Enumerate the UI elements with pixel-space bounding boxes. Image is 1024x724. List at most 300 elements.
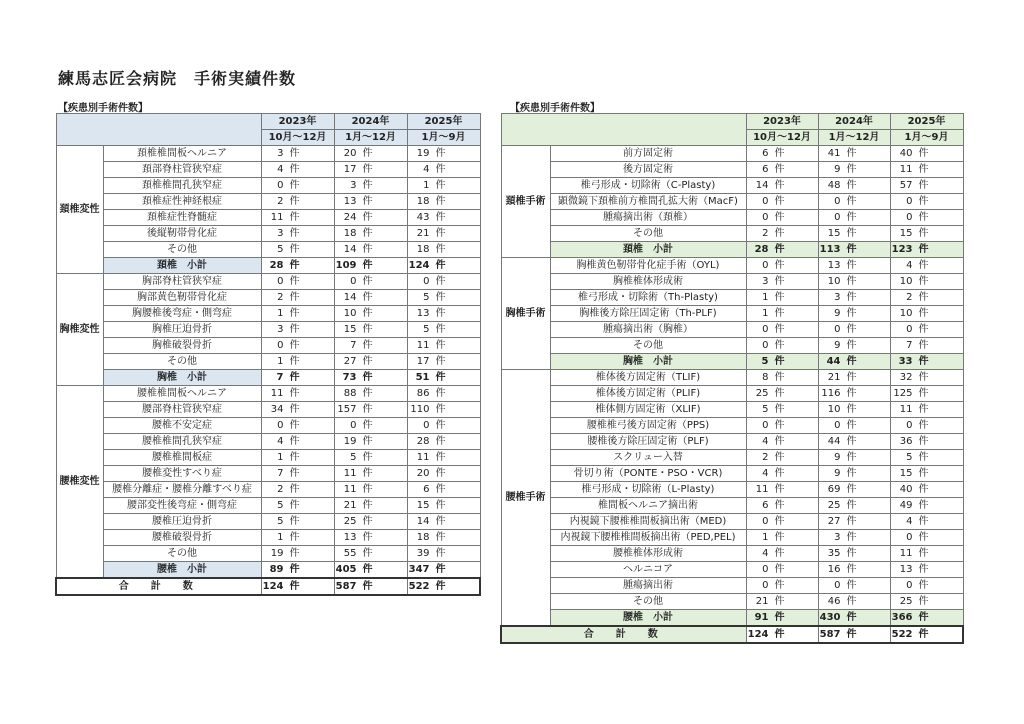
count-unit: 件 xyxy=(289,581,300,592)
count-cell xyxy=(818,578,890,594)
count-cell xyxy=(746,370,818,386)
count-cell xyxy=(261,242,334,258)
header-period: 1月～9月 xyxy=(407,130,480,146)
count-value: 3 xyxy=(277,324,284,335)
count-cell xyxy=(334,562,407,579)
count-value: 15 xyxy=(899,228,913,239)
count-value: 5 xyxy=(761,356,769,367)
count-unit: 件 xyxy=(435,196,446,207)
count-value: 4 xyxy=(423,164,430,175)
count-cell xyxy=(261,498,334,514)
count-cell xyxy=(261,226,334,242)
count-value: 10 xyxy=(899,308,913,319)
count-cell xyxy=(334,242,407,258)
count-cell xyxy=(407,242,480,258)
row-label: 腰椎椎弓後方固定術（PPS) xyxy=(550,418,746,434)
count-unit: 件 xyxy=(846,596,857,607)
row-label: 椎体後方固定術（TLIF) xyxy=(550,370,746,386)
table-row xyxy=(501,466,963,482)
row-label: その他 xyxy=(103,242,261,258)
count-value: 430 xyxy=(819,612,841,623)
count-value: 14 xyxy=(755,180,769,191)
table-row xyxy=(56,546,480,562)
count-value: 11 xyxy=(899,404,913,415)
count-unit: 件 xyxy=(846,564,857,575)
count-unit: 件 xyxy=(289,308,300,319)
count-value: 0 xyxy=(277,420,284,431)
count-value: 20 xyxy=(416,468,430,479)
header-year: 2024年 xyxy=(818,114,890,130)
count-cell xyxy=(407,258,480,274)
count-unit: 件 xyxy=(289,532,300,543)
count-unit: 件 xyxy=(918,356,929,367)
count-value: 49 xyxy=(899,500,913,511)
count-value: 2 xyxy=(762,228,769,239)
table-row xyxy=(501,226,963,242)
count-unit: 件 xyxy=(774,468,785,479)
count-unit: 件 xyxy=(846,388,857,399)
count-value: 14 xyxy=(343,244,357,255)
count-unit: 件 xyxy=(435,436,446,447)
count-cell xyxy=(334,418,407,434)
count-value: 18 xyxy=(343,228,357,239)
count-unit: 件 xyxy=(435,420,446,431)
group-label: 腰椎手術 xyxy=(501,370,550,627)
count-value: 46 xyxy=(827,596,841,607)
count-value: 18 xyxy=(416,196,430,207)
count-value: 7 xyxy=(350,340,357,351)
count-cell xyxy=(407,290,480,306)
count-cell xyxy=(818,162,890,178)
count-unit: 件 xyxy=(918,244,929,255)
count-unit: 件 xyxy=(435,452,446,463)
row-label: その他 xyxy=(550,226,746,242)
count-value: 86 xyxy=(416,388,430,399)
count-value: 27 xyxy=(343,356,357,367)
count-value: 10 xyxy=(827,276,841,287)
count-value: 6 xyxy=(762,164,769,175)
count-unit: 件 xyxy=(362,228,373,239)
count-unit: 件 xyxy=(435,356,446,367)
count-cell xyxy=(818,370,890,386)
count-cell xyxy=(818,306,890,322)
table-row xyxy=(56,226,480,242)
count-unit: 件 xyxy=(435,244,446,255)
count-unit: 件 xyxy=(435,516,446,527)
count-cell xyxy=(818,354,890,370)
count-cell xyxy=(261,434,334,450)
count-cell xyxy=(818,290,890,306)
table-row xyxy=(501,514,963,530)
count-value: 25 xyxy=(827,500,841,511)
count-value: 125 xyxy=(893,388,913,399)
count-unit: 件 xyxy=(846,196,857,207)
count-unit: 件 xyxy=(435,212,446,223)
count-value: 2 xyxy=(277,292,284,303)
count-value: 21 xyxy=(416,228,430,239)
count-unit: 件 xyxy=(846,228,857,239)
count-value: 9 xyxy=(834,452,841,463)
count-unit: 件 xyxy=(918,548,929,559)
subtotal-row xyxy=(501,242,963,258)
count-unit: 件 xyxy=(918,452,929,463)
count-unit: 件 xyxy=(918,196,929,207)
count-unit: 件 xyxy=(774,484,785,495)
count-value: 9 xyxy=(834,308,841,319)
count-unit: 件 xyxy=(435,581,446,592)
row-label: 腰椎椎体形成術 xyxy=(550,546,746,562)
count-unit: 件 xyxy=(289,484,300,495)
count-cell xyxy=(407,466,480,482)
count-value: 0 xyxy=(834,324,841,335)
count-value: 5 xyxy=(906,452,913,463)
row-label: 椎弓形成・切除術（Th-Plasty) xyxy=(550,290,746,306)
row-label: 胸椎後方除圧固定術（Th-PLF) xyxy=(550,306,746,322)
count-cell xyxy=(261,514,334,530)
count-value: 18 xyxy=(416,532,430,543)
count-cell xyxy=(746,226,818,242)
subtotal-label: 腰椎 小計 xyxy=(103,562,261,579)
count-value: 17 xyxy=(416,356,430,367)
count-value: 25 xyxy=(755,388,769,399)
count-cell xyxy=(261,290,334,306)
count-cell xyxy=(890,418,963,434)
table-row xyxy=(501,402,963,418)
table-row xyxy=(501,274,963,290)
header-year: 2025年 xyxy=(407,114,480,130)
row-label: 椎弓形成・切除術（L-Plasty) xyxy=(550,482,746,498)
count-value: 347 xyxy=(408,564,430,575)
count-cell xyxy=(890,370,963,386)
count-value: 32 xyxy=(899,372,913,383)
count-cell xyxy=(334,338,407,354)
count-value: 3 xyxy=(834,292,841,303)
count-unit: 件 xyxy=(362,196,373,207)
count-value: 1 xyxy=(423,180,430,191)
subtotal-label: 頚椎 小計 xyxy=(550,242,746,258)
count-value: 13 xyxy=(827,260,841,271)
table-row xyxy=(56,146,480,162)
count-cell xyxy=(261,386,334,402)
count-value: 4 xyxy=(762,548,769,559)
count-unit: 件 xyxy=(289,180,300,191)
count-cell xyxy=(334,578,407,595)
count-value: 0 xyxy=(906,196,913,207)
count-unit: 件 xyxy=(846,164,857,175)
count-cell xyxy=(407,530,480,546)
count-value: 1 xyxy=(277,308,284,319)
count-unit: 件 xyxy=(918,388,929,399)
header-period: 1月～12月 xyxy=(334,130,407,146)
table-row xyxy=(501,162,963,178)
count-cell xyxy=(746,194,818,210)
count-unit: 件 xyxy=(289,420,300,431)
count-cell xyxy=(890,578,963,594)
count-value: 7 xyxy=(276,372,284,383)
count-value: 4 xyxy=(906,260,913,271)
count-unit: 件 xyxy=(846,276,857,287)
count-cell xyxy=(890,338,963,354)
page-title: 練馬志匠会病院 手術実績件数 xyxy=(58,69,297,88)
table-row xyxy=(56,242,480,258)
table-row xyxy=(501,258,963,274)
left-table-caption: 【疾患別手術件数】 xyxy=(58,103,148,114)
count-unit: 件 xyxy=(362,276,373,287)
count-cell xyxy=(407,274,480,290)
group-label: 頚椎手術 xyxy=(501,146,550,258)
count-value: 13 xyxy=(899,564,913,575)
count-cell xyxy=(334,306,407,322)
table-row xyxy=(501,194,963,210)
count-value: 1 xyxy=(277,452,284,463)
count-cell xyxy=(818,482,890,498)
count-unit: 件 xyxy=(362,260,373,271)
count-cell xyxy=(818,594,890,610)
header-period: 10月～12月 xyxy=(746,130,818,146)
count-cell xyxy=(261,322,334,338)
count-value: 11 xyxy=(899,548,913,559)
count-value: 4 xyxy=(762,436,769,447)
count-value: 11 xyxy=(899,164,913,175)
count-value: 69 xyxy=(827,484,841,495)
count-cell xyxy=(818,242,890,258)
count-value: 2 xyxy=(277,484,284,495)
count-cell xyxy=(746,386,818,402)
count-value: 0 xyxy=(834,212,841,223)
count-cell xyxy=(890,450,963,466)
count-unit: 件 xyxy=(846,548,857,559)
count-cell xyxy=(746,178,818,194)
count-value: 110 xyxy=(410,404,430,415)
count-unit: 件 xyxy=(435,260,446,271)
count-value: 39 xyxy=(416,548,430,559)
count-value: 9 xyxy=(834,164,841,175)
count-value: 9 xyxy=(834,340,841,351)
count-cell xyxy=(334,514,407,530)
table-row xyxy=(56,498,480,514)
count-value: 5 xyxy=(350,452,357,463)
count-unit: 件 xyxy=(774,516,785,527)
count-unit: 件 xyxy=(435,324,446,335)
count-unit: 件 xyxy=(435,388,446,399)
count-unit: 件 xyxy=(918,164,929,175)
row-label: 頚椎症性脊髄症 xyxy=(103,210,261,226)
count-unit: 件 xyxy=(435,500,446,511)
count-value: 0 xyxy=(762,564,769,575)
count-cell xyxy=(746,322,818,338)
count-value: 14 xyxy=(343,292,357,303)
count-value: 5 xyxy=(277,500,284,511)
count-cell xyxy=(890,530,963,546)
count-value: 13 xyxy=(343,196,357,207)
count-unit: 件 xyxy=(846,372,857,383)
count-value: 8 xyxy=(762,372,769,383)
count-cell xyxy=(818,562,890,578)
count-cell xyxy=(407,498,480,514)
count-unit: 件 xyxy=(846,292,857,303)
count-unit: 件 xyxy=(918,500,929,511)
table-row xyxy=(501,290,963,306)
row-label: 内視鏡下腰椎椎間板摘出術（MED) xyxy=(550,514,746,530)
count-cell xyxy=(334,482,407,498)
count-cell xyxy=(334,386,407,402)
count-cell xyxy=(746,306,818,322)
count-unit: 件 xyxy=(918,436,929,447)
count-value: 44 xyxy=(826,356,841,367)
count-cell xyxy=(261,194,334,210)
count-cell xyxy=(818,274,890,290)
count-value: 21 xyxy=(343,500,357,511)
count-unit: 件 xyxy=(918,404,929,415)
count-cell xyxy=(890,258,963,274)
count-value: 7 xyxy=(277,468,284,479)
count-unit: 件 xyxy=(362,420,373,431)
count-value: 116 xyxy=(821,388,841,399)
count-value: 34 xyxy=(270,404,284,415)
count-value: 0 xyxy=(906,324,913,335)
header-year: 2023年 xyxy=(746,114,818,130)
table-row xyxy=(501,482,963,498)
count-unit: 件 xyxy=(362,308,373,319)
count-cell xyxy=(407,578,480,595)
count-value: 6 xyxy=(423,484,430,495)
count-unit: 件 xyxy=(846,580,857,591)
table-row xyxy=(501,386,963,402)
count-cell xyxy=(261,338,334,354)
subtotal-row xyxy=(56,562,480,579)
table-row xyxy=(501,450,963,466)
count-unit: 件 xyxy=(289,564,300,575)
count-value: 2 xyxy=(762,452,769,463)
count-unit: 件 xyxy=(774,292,785,303)
row-label: スクリュー入替 xyxy=(550,450,746,466)
count-value: 48 xyxy=(827,180,841,191)
count-unit: 件 xyxy=(918,468,929,479)
count-cell xyxy=(407,178,480,194)
header-blank xyxy=(56,114,261,146)
count-value: 0 xyxy=(906,532,913,543)
count-value: 28 xyxy=(754,244,769,255)
count-cell xyxy=(818,322,890,338)
count-value: 10 xyxy=(343,308,357,319)
count-unit: 件 xyxy=(774,420,785,431)
count-value: 124 xyxy=(408,260,430,271)
count-unit: 件 xyxy=(774,436,785,447)
count-cell xyxy=(407,370,480,386)
count-cell xyxy=(261,578,334,595)
count-value: 11 xyxy=(270,388,284,399)
count-unit: 件 xyxy=(774,196,785,207)
count-value: 0 xyxy=(834,580,841,591)
table-row xyxy=(501,178,963,194)
count-unit: 件 xyxy=(435,180,446,191)
subtotal-row xyxy=(501,354,963,370)
count-cell xyxy=(261,210,334,226)
count-unit: 件 xyxy=(362,484,373,495)
count-cell xyxy=(890,178,963,194)
table-row xyxy=(56,514,480,530)
count-value: 0 xyxy=(834,196,841,207)
count-value: 0 xyxy=(277,180,284,191)
row-label: 後方固定術 xyxy=(550,162,746,178)
count-unit: 件 xyxy=(362,164,373,175)
count-cell xyxy=(818,146,890,162)
count-cell xyxy=(746,498,818,514)
group-label: 胸椎手術 xyxy=(501,258,550,370)
count-unit: 件 xyxy=(774,612,785,623)
count-cell xyxy=(746,594,818,610)
count-unit: 件 xyxy=(846,420,857,431)
table-row xyxy=(56,210,480,226)
count-value: 73 xyxy=(342,372,357,383)
count-cell xyxy=(890,498,963,514)
count-cell xyxy=(746,578,818,594)
count-unit: 件 xyxy=(846,612,857,623)
count-value: 0 xyxy=(277,276,284,287)
count-value: 33 xyxy=(898,356,913,367)
count-unit: 件 xyxy=(435,164,446,175)
count-unit: 件 xyxy=(435,468,446,479)
count-cell xyxy=(746,530,818,546)
count-cell xyxy=(261,258,334,274)
count-unit: 件 xyxy=(289,164,300,175)
table-row xyxy=(56,466,480,482)
group-label: 頚椎変性 xyxy=(56,146,103,274)
count-unit: 件 xyxy=(435,564,446,575)
count-unit: 件 xyxy=(435,532,446,543)
count-value: 124 xyxy=(262,581,284,592)
count-value: 40 xyxy=(899,148,913,159)
count-cell xyxy=(890,482,963,498)
count-value: 11 xyxy=(416,340,430,351)
header-period: 10月～12月 xyxy=(261,130,334,146)
subtotal-label: 腰椎 小計 xyxy=(550,610,746,627)
count-cell xyxy=(746,402,818,418)
table-row xyxy=(501,370,963,386)
count-value: 1 xyxy=(277,532,284,543)
row-label: 腰椎破裂骨折 xyxy=(103,530,261,546)
table-row xyxy=(56,418,480,434)
count-value: 19 xyxy=(343,436,357,447)
count-cell xyxy=(334,178,407,194)
count-unit: 件 xyxy=(774,452,785,463)
count-unit: 件 xyxy=(362,468,373,479)
count-unit: 件 xyxy=(774,340,785,351)
count-unit: 件 xyxy=(435,484,446,495)
count-cell xyxy=(334,322,407,338)
table-row xyxy=(56,434,480,450)
table-row xyxy=(501,418,963,434)
count-value: 9 xyxy=(834,468,841,479)
count-value: 4 xyxy=(277,164,284,175)
count-cell xyxy=(334,546,407,562)
count-cell xyxy=(261,354,334,370)
count-cell xyxy=(746,466,818,482)
row-label: 腰椎後方除圧固定術（PLF) xyxy=(550,434,746,450)
count-cell xyxy=(407,322,480,338)
table-row xyxy=(56,322,480,338)
count-unit: 件 xyxy=(918,260,929,271)
count-value: 1 xyxy=(762,532,769,543)
count-unit: 件 xyxy=(918,372,929,383)
count-value: 157 xyxy=(337,404,357,415)
row-label: 椎間板ヘルニア摘出術 xyxy=(550,498,746,514)
count-cell xyxy=(890,594,963,610)
count-cell xyxy=(746,162,818,178)
count-value: 10 xyxy=(827,404,841,415)
header-row-years xyxy=(56,114,480,130)
count-cell xyxy=(818,514,890,530)
